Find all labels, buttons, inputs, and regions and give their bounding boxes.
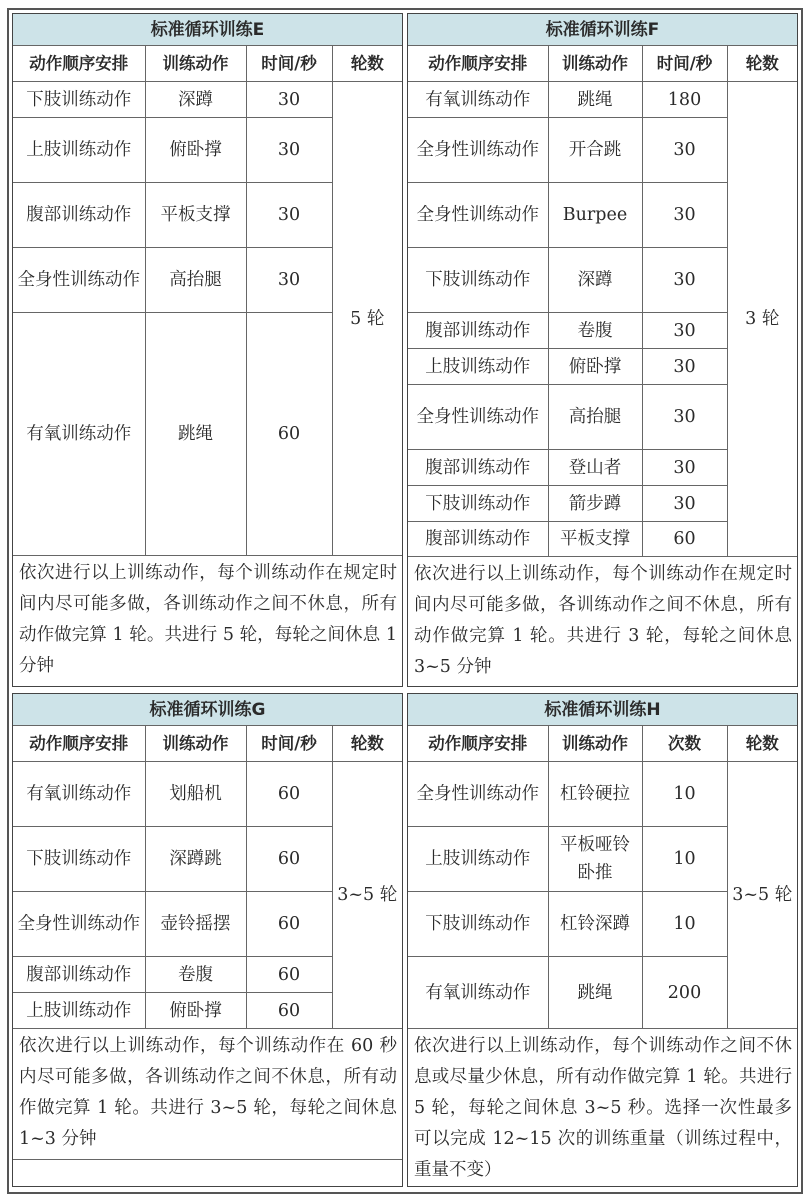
value-cell: 30	[246, 183, 332, 248]
order-cell: 下肢训练动作	[408, 486, 548, 522]
action-cell: 跳绳	[548, 82, 642, 118]
order-cell: 腹部训练动作	[408, 522, 548, 557]
value-cell: 30	[246, 118, 332, 183]
header-action: 训练动作	[548, 46, 642, 82]
action-cell: 箭步蹲	[548, 486, 642, 522]
action-cell: 俯卧撑	[145, 118, 246, 183]
circuit-f-title: 标准循环训练F	[408, 14, 797, 46]
header-order: 动作顺序安排	[13, 46, 145, 82]
order-cell: 腹部训练动作	[13, 183, 145, 248]
value-cell: 10	[642, 827, 727, 892]
circuit-h-title: 标准循环训练H	[408, 694, 797, 726]
rounds-cell: 3~5 轮	[727, 762, 797, 1029]
header-action: 训练动作	[548, 726, 642, 762]
order-cell: 全身性训练动作	[408, 118, 548, 183]
action-cell: 壶铃摇摆	[145, 892, 246, 957]
action-cell: 杠铃硬拉	[548, 762, 642, 827]
value-cell: 30	[642, 486, 727, 522]
circuit-h-panel	[407, 693, 798, 1187]
order-cell: 有氧训练动作	[408, 957, 548, 1029]
circuit-f-panel	[407, 13, 798, 687]
action-cell: 深蹲	[548, 248, 642, 313]
action-cell: 开合跳	[548, 118, 642, 183]
header-rounds: 轮数	[727, 46, 797, 82]
order-cell: 腹部训练动作	[408, 450, 548, 486]
value-cell: 60	[246, 762, 332, 827]
order-cell: 下肢训练动作	[13, 82, 145, 118]
value-cell: 60	[642, 522, 727, 557]
rounds-cell: 3~5 轮	[332, 762, 402, 1029]
circuit-h-table	[408, 694, 797, 1187]
action-cell: 杠铃深蹲	[548, 892, 642, 957]
action-cell: 高抬腿	[145, 248, 246, 313]
action-cell: 深蹲	[145, 82, 246, 118]
circuit-g-panel	[12, 693, 403, 1187]
header-rounds: 轮数	[332, 46, 402, 82]
rounds-cell: 5 轮	[332, 82, 402, 556]
order-cell: 上肢训练动作	[13, 993, 145, 1029]
circuit-h-note: 依次进行以上训练动作，每个训练动作之间不休息或尽量少休息，所有动作做完算 1 轮。共进行 5 轮，每轮之间休息 3~5 秒。选择一次性最多可以完成 12~15 次的训练重量（训练过程中，重量不变）	[408, 1029, 797, 1188]
action-cell: 高抬腿	[548, 385, 642, 450]
value-cell: 10	[642, 762, 727, 827]
header-value: 次数	[642, 726, 727, 762]
value-cell: 30	[642, 118, 727, 183]
header-action: 训练动作	[145, 726, 246, 762]
order-cell: 全身性训练动作	[13, 248, 145, 313]
value-cell: 200	[642, 957, 727, 1029]
value-cell: 60	[246, 827, 332, 892]
order-cell: 全身性训练动作	[408, 762, 548, 827]
value-cell: 30	[642, 385, 727, 450]
order-cell: 腹部训练动作	[13, 957, 145, 993]
table-row	[13, 762, 402, 827]
action-cell: Burpee	[548, 183, 642, 248]
value-cell: 180	[642, 82, 727, 118]
value-cell: 30	[642, 349, 727, 385]
value-cell: 60	[246, 313, 332, 556]
header-order: 动作顺序安排	[13, 726, 145, 762]
circuit-g-note: 依次进行以上训练动作，每个训练动作在 60 秒内尽可能多做，各训练动作之间不休息，所有动作做完算 1 轮。共进行 3~5 轮，每轮之间休息 1~3 分钟	[13, 1029, 402, 1160]
action-cell: 俯卧撑	[548, 349, 642, 385]
order-cell: 有氧训练动作	[408, 82, 548, 118]
action-cell: 卷腹	[548, 313, 642, 349]
circuit-e-table	[13, 14, 402, 687]
value-cell: 10	[642, 892, 727, 957]
page-frame	[7, 8, 803, 1194]
action-cell: 划船机	[145, 762, 246, 827]
value-cell: 60	[246, 892, 332, 957]
action-cell: 平板哑铃卧推	[548, 827, 642, 892]
order-cell: 下肢训练动作	[13, 827, 145, 892]
header-value: 时间/秒	[246, 726, 332, 762]
value-cell: 30	[642, 248, 727, 313]
order-cell: 腹部训练动作	[408, 313, 548, 349]
header-order: 动作顺序安排	[408, 46, 548, 82]
action-cell: 深蹲跳	[145, 827, 246, 892]
header-rounds: 轮数	[332, 726, 402, 762]
action-cell: 登山者	[548, 450, 642, 486]
circuit-e-title: 标准循环训练E	[13, 14, 402, 46]
order-cell: 全身性训练动作	[408, 183, 548, 248]
order-cell: 下肢训练动作	[408, 892, 548, 957]
action-cell: 跳绳	[145, 313, 246, 556]
value-cell: 30	[642, 313, 727, 349]
header-rounds: 轮数	[727, 726, 797, 762]
value-cell: 30	[246, 248, 332, 313]
circuit-g-title: 标准循环训练G	[13, 694, 402, 726]
header-value: 时间/秒	[642, 46, 727, 82]
action-cell: 跳绳	[548, 957, 642, 1029]
action-cell: 平板支撑	[548, 522, 642, 557]
action-cell: 卷腹	[145, 957, 246, 993]
header-action: 训练动作	[145, 46, 246, 82]
circuit-g-table	[13, 694, 402, 1160]
table-row	[408, 82, 797, 118]
circuit-f-table	[408, 14, 797, 687]
value-cell: 30	[246, 82, 332, 118]
value-cell: 60	[246, 957, 332, 993]
header-order: 动作顺序安排	[408, 726, 548, 762]
order-cell: 全身性训练动作	[13, 892, 145, 957]
order-cell: 上肢训练动作	[408, 827, 548, 892]
order-cell: 有氧训练动作	[13, 313, 145, 556]
circuit-e-panel	[12, 13, 403, 687]
action-cell: 俯卧撑	[145, 993, 246, 1029]
order-cell: 有氧训练动作	[13, 762, 145, 827]
value-cell: 30	[642, 450, 727, 486]
circuit-f-note: 依次进行以上训练动作，每个训练动作在规定时间内尽可能多做，各训练动作之间不休息，所有动作做完算 1 轮。共进行 3 轮，每轮之间休息 3~5 分钟	[408, 557, 797, 688]
value-cell: 30	[642, 183, 727, 248]
value-cell: 60	[246, 993, 332, 1029]
table-row	[13, 82, 402, 118]
order-cell: 全身性训练动作	[408, 385, 548, 450]
action-cell: 平板支撑	[145, 183, 246, 248]
order-cell: 上肢训练动作	[408, 349, 548, 385]
rounds-cell: 3 轮	[727, 82, 797, 557]
order-cell: 上肢训练动作	[13, 118, 145, 183]
order-cell: 下肢训练动作	[408, 248, 548, 313]
header-value: 时间/秒	[246, 46, 332, 82]
table-row	[408, 762, 797, 827]
circuit-e-note: 依次进行以上训练动作，每个训练动作在规定时间内尽可能多做，各训练动作之间不休息，所有动作做完算 1 轮。共进行 5 轮，每轮之间休息 1 分钟	[13, 556, 402, 687]
